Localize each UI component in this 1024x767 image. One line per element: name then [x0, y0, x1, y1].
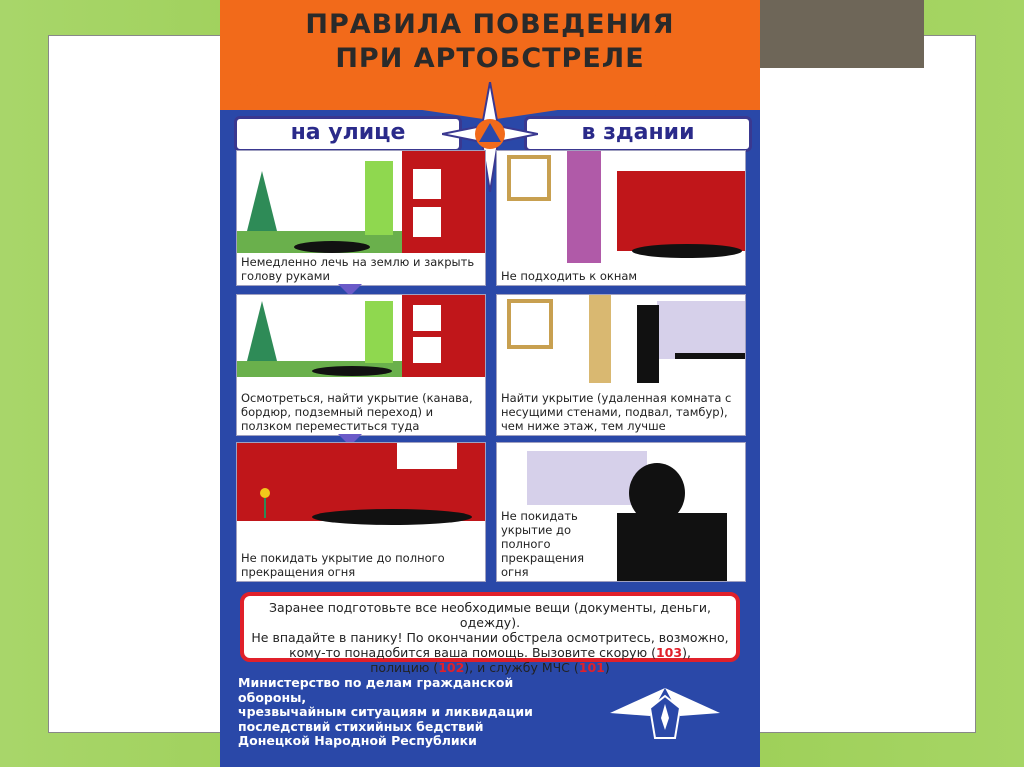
panel-outdoor-3 [236, 442, 486, 582]
ambulance-number: 103 [655, 645, 683, 660]
poster-title [220, 8, 760, 76]
title-line-2: ПРИ АРТОБСТРЕЛЕ [335, 43, 645, 74]
panel-indoor-3 [496, 442, 746, 582]
caption-outdoor-2: Осмотреться, найти укрытие (канава, бордюр, подземный переход) и ползком переместиться туда [237, 389, 485, 435]
outdoor-label: на улице [234, 116, 462, 152]
panel-indoor-1 [496, 150, 746, 286]
ministry-line-3: последствий стихийных бедствий [238, 718, 484, 734]
info-line-2: Не впадайте в панику! По окончании обстрела осмотритесь, возможно, [251, 630, 729, 645]
police-number: 102 [438, 660, 465, 675]
indoor-scene-1 [497, 151, 745, 263]
ministry-line-1: Министерство по делам гражданской обороны, [238, 675, 514, 705]
ministry-line-4: Донецкой Народной Республики [238, 733, 477, 748]
outdoor-scene-3 [237, 443, 485, 539]
caption-outdoor-1: Немедленно лечь на землю и закрыть голову руками [237, 253, 485, 285]
info-line-3: кому-то понадобится ваша помощь. Вызовите скорую (103), [289, 645, 691, 660]
panel-outdoor-1 [236, 150, 486, 286]
panel-outdoor-2 [236, 294, 486, 436]
outdoor-scene-2 [237, 295, 485, 377]
panel-indoor-2 [496, 294, 746, 436]
info-line-1: Заранее подготовьте все необходимые вещи (документы, деньги, одежду). [269, 600, 711, 630]
indoor-scene-2 [497, 295, 745, 383]
ministry-text [238, 676, 568, 749]
info-box [240, 592, 740, 675]
caption-indoor-1: Не подходить к окнам [497, 267, 745, 285]
outdoor-scene-1 [237, 151, 485, 255]
slide-decoration [744, 0, 924, 68]
ministry-line-2: чрезвычайным ситуациям и ликвидации [238, 704, 533, 719]
poster [220, 0, 760, 767]
eagle-emblem-icon [590, 668, 740, 758]
caption-indoor-2: Найти укрытие (удаленная комната с несущими стенами, подвал, тамбур), чем ниже этаж, тем лучше [497, 389, 745, 435]
info-line-4: полицию (102), и службу МЧС (101) [370, 660, 610, 675]
title-line-1: ПРАВИЛА ПОВЕДЕНИЯ [305, 9, 675, 40]
indoor-label: в здании [524, 116, 752, 152]
caption-outdoor-3: Не покидать укрытие до полного прекращения огня [237, 549, 485, 581]
emergency-number: 101 [578, 660, 605, 675]
caption-indoor-3: Не покидать укрытие до полного прекращения огня [497, 507, 583, 581]
